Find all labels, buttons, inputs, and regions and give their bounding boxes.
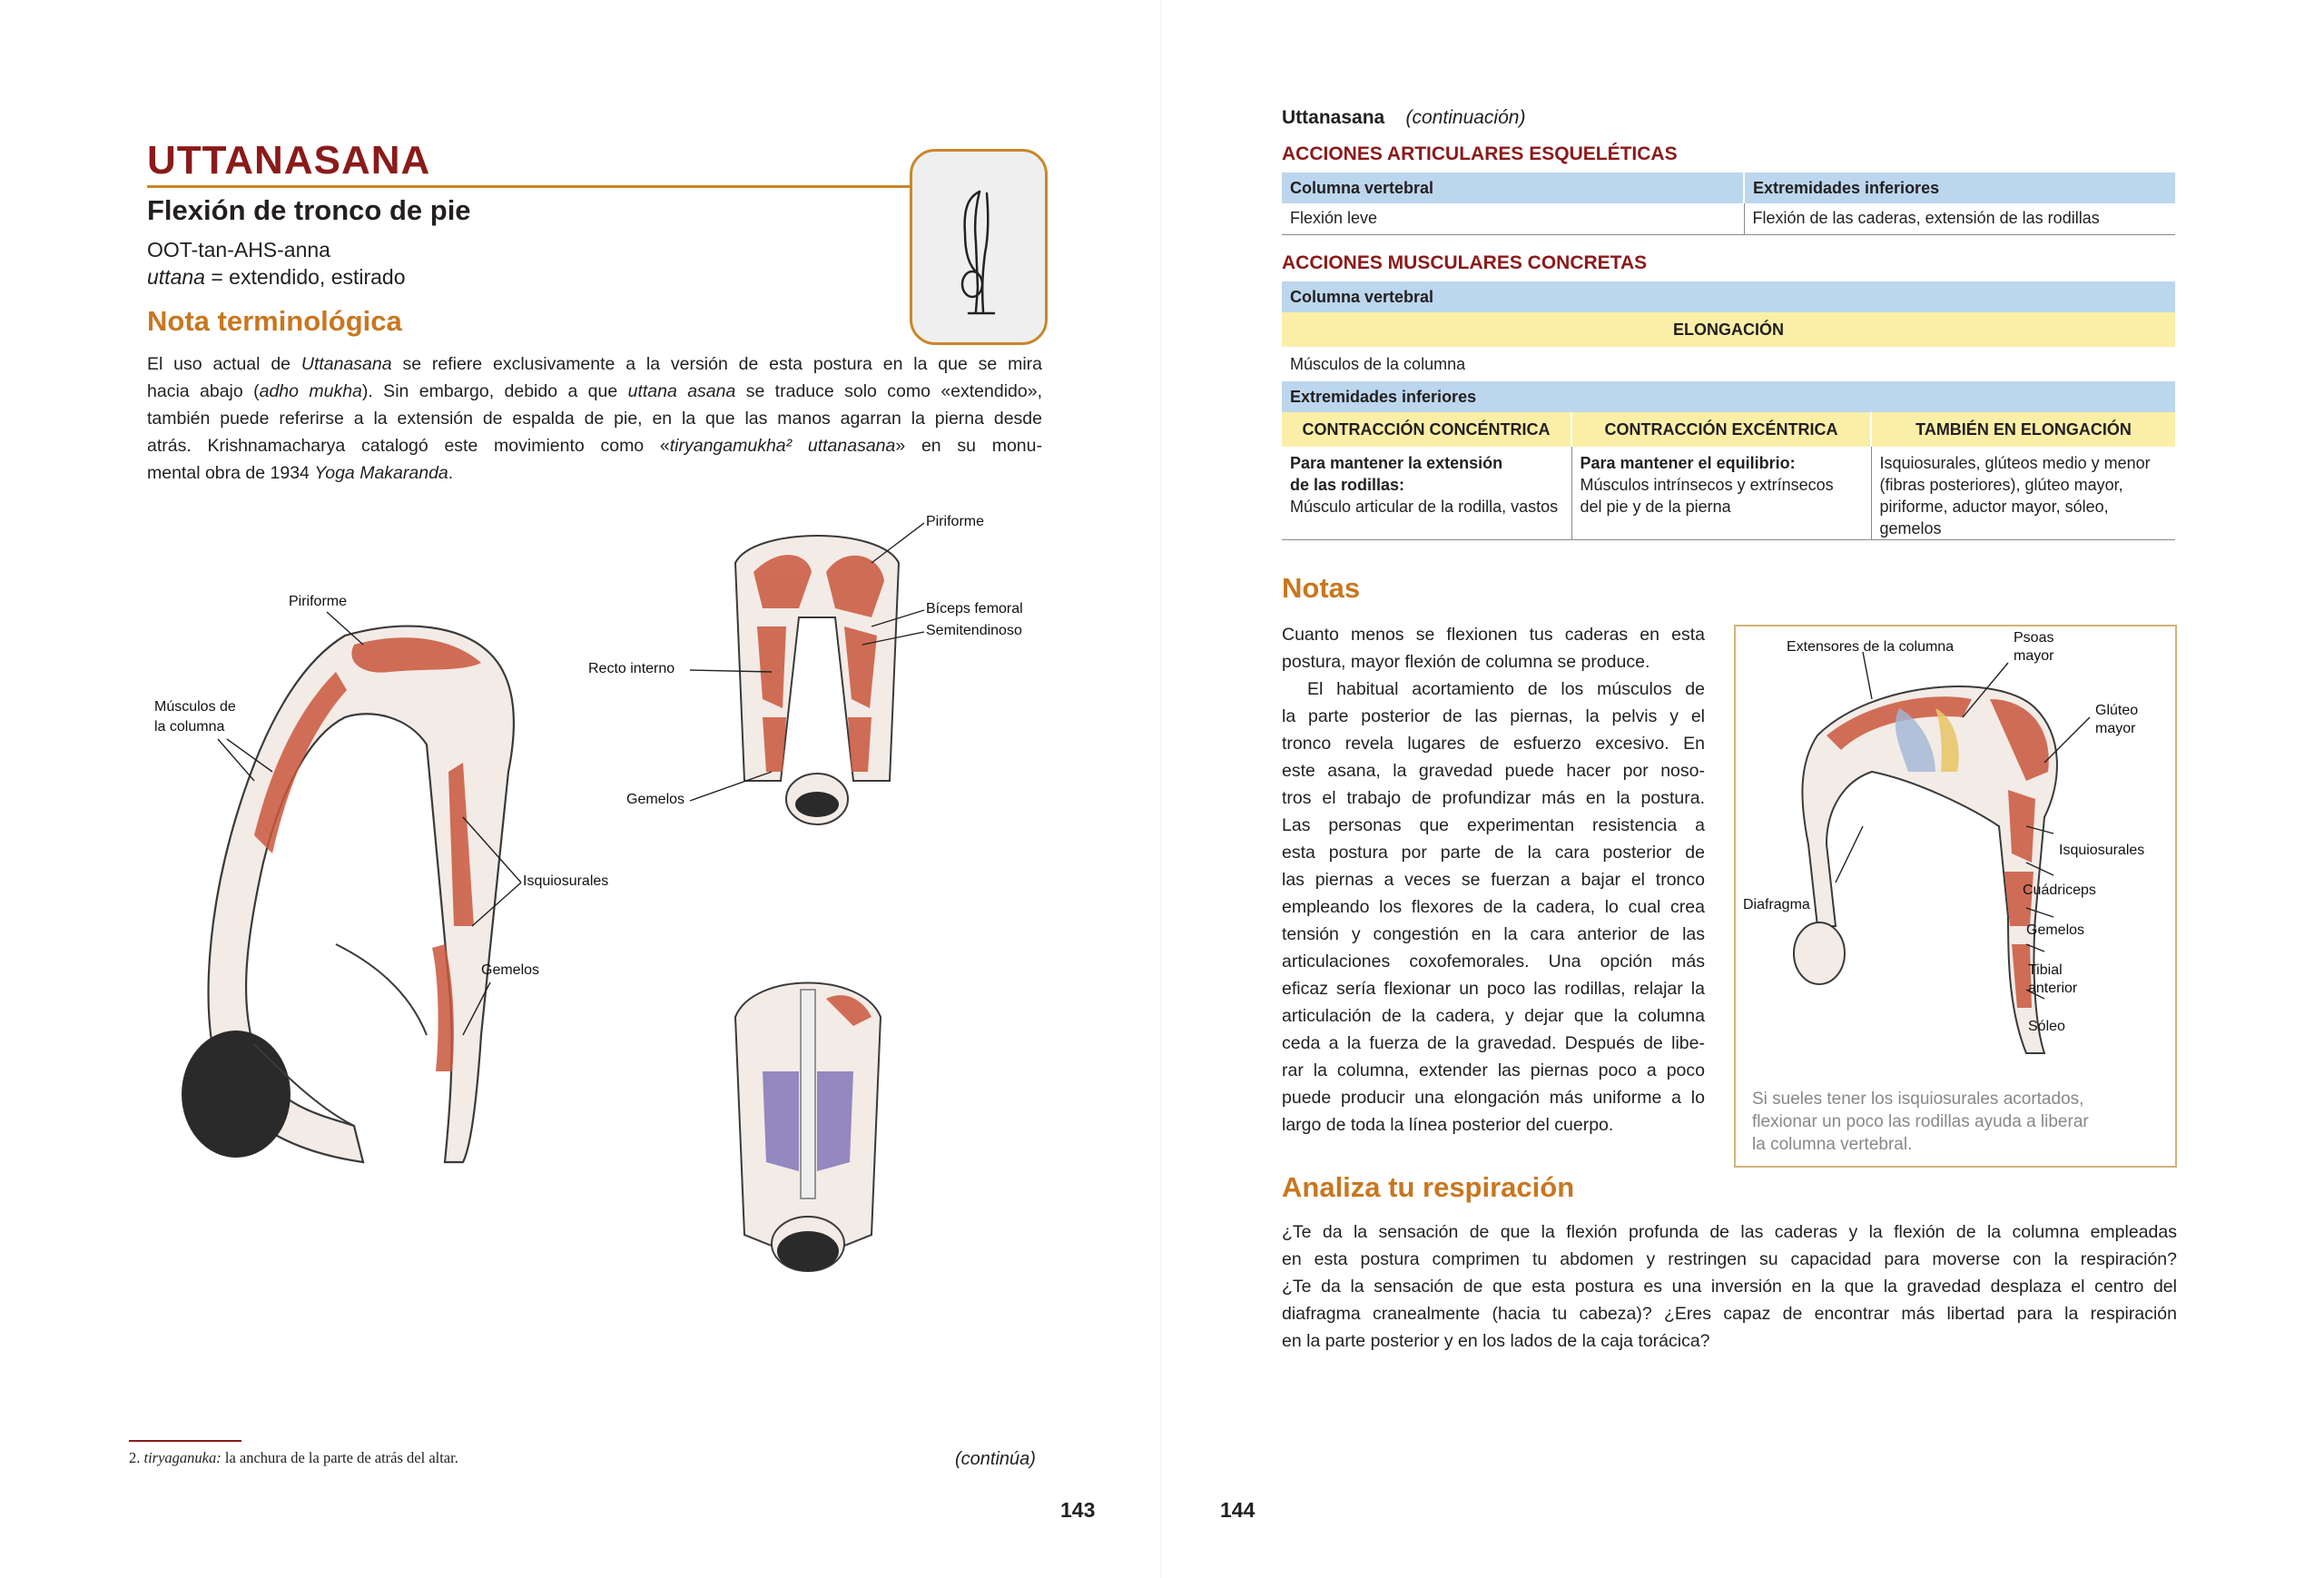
muscular-actions-table	[1282, 281, 2175, 540]
meaning-term: uttana	[147, 265, 205, 289]
header-title: Uttanasana	[1282, 107, 1385, 128]
concentric-head: CONTRACCIÓN CONCÉNTRICA	[1282, 412, 1571, 447]
label-extensores: Extensores de la columna	[1787, 639, 1955, 655]
breath-line: ¿Te da la sensación de que la flexión profunda de las caderas y la flexión de la columna empleadas	[1282, 1222, 2177, 1242]
footnote-number: 2.	[129, 1449, 141, 1466]
notes-line: tronco revela lugares de esfuerzo excesivo. En	[1282, 734, 1705, 754]
muscular-legs-head: Extremidades inferiores	[1282, 381, 2175, 412]
label-gluteo-2: mayor	[2095, 721, 2136, 736]
breath-paragraph	[1282, 1218, 2177, 1355]
notes-line: rar la columna, extender las piernas poco a poco	[1282, 1060, 1705, 1080]
label-piriforme-side: Piriforme	[289, 594, 348, 609]
label-musculos-columna-1: Músculos de	[154, 699, 236, 715]
label-isquiosurales-right: Isquiosurales	[2059, 843, 2145, 858]
skeletal-col1-value: Flexión leve	[1282, 203, 1744, 234]
notes-line: ceda a la fuerza de la gravedad. Después de libe-	[1282, 1033, 1705, 1053]
concentric-purpose-1: Para mantener la extensión	[1290, 454, 1503, 472]
muscular-spine-action: ELONGACIÓN	[1282, 312, 2175, 347]
notes-line: puede producir una elongación más uniforme a lo	[1282, 1088, 1705, 1108]
note-heading: Nota terminológica	[147, 305, 402, 337]
note-line: también puede referirse a la extensión de espalda de pie, en la que las manos agarran la pierna desde	[147, 409, 1042, 429]
label-gemelos-side: Gemelos	[481, 962, 540, 978]
concentric-muscles: Músculo articular de la rodilla, vastos	[1290, 498, 1559, 516]
pose-subtitle: Flexión de tronco de pie	[147, 194, 471, 226]
skeletal-heading: ACCIONES ARTICULARES ESQUELÉTICAS	[1282, 143, 1678, 164]
eccentric-muscles-2: del pie y de la pierna	[1580, 498, 1731, 516]
header-continuation: (continuación)	[1405, 107, 1526, 128]
breath-heading: Analiza tu respiración	[1282, 1171, 1575, 1203]
page-number-right: 144	[1220, 1498, 1256, 1522]
notes-line: las piernas a veces se fuerzan a bajar el tronco	[1282, 870, 1705, 890]
elongation-cell	[1871, 447, 2175, 540]
muscular-spine-head: Columna vertebral	[1282, 281, 2175, 312]
notes-line: El habitual acortamiento de los músculos de	[1307, 679, 1705, 699]
notes-line: Cuanto menos se flexionen tus caderas en esta	[1282, 625, 1705, 645]
label-psoas-1: Psoas	[2014, 630, 2054, 646]
notes-heading: Notas	[1282, 572, 1361, 604]
label-gemelos-right: Gemelos	[2026, 922, 2085, 938]
notes-line: Las personas que experimentan resistencia a	[1282, 815, 1705, 835]
elongation-muscles-3: piriforme, aductor mayor, sóleo, gemelos	[1879, 498, 2109, 538]
caption-line: Si sueles tener los isquiosurales acortados,	[1752, 1090, 2084, 1109]
breath-line: en la parte posterior y en los lados de la caja torácica?	[1282, 1331, 1710, 1351]
label-piriforme-back: Piriforme	[926, 514, 985, 529]
label-semitendinoso: Semitendinoso	[926, 623, 1022, 638]
breath-line: ¿Te da la sensación de que esta postura es una inversión en la que la gravedad desplaza el centro del	[1282, 1277, 2177, 1297]
note-line: hacia abajo (adho mukha). Sin embargo, debido a que uttana asana se traduce solo como «extendido»,	[147, 381, 1043, 401]
title-rule	[147, 185, 910, 188]
pose-title: UTTANASANA	[147, 138, 431, 182]
skeletal-col2-value: Flexión de las caderas, extensión de las rodillas	[1752, 209, 2100, 228]
posterior-legs-anatomy-figure	[699, 508, 935, 853]
page-number-left: 143	[1060, 1498, 1096, 1522]
label-soleo: Sóleo	[2028, 1019, 2065, 1034]
notes-line: la parte posterior de las piernas, la pelvis y el	[1282, 706, 1705, 726]
elongation-muscles-2: (fibras posteriores), glúteo mayor,	[1879, 476, 2123, 494]
footnote-rule	[129, 1440, 241, 1442]
skeletal-col2-head: Extremidades inferiores	[1744, 173, 2175, 203]
note-line: El uso actual de Uttanasana se refiere exclusivamente a la versión de esta postura en la que se mira	[147, 354, 1042, 374]
notes-line: tros el trabajo de profundizar más en la postura.	[1282, 788, 1705, 808]
notes-line: este asana, la gravedad puede hacer por noso-	[1282, 761, 1705, 781]
notes-line: eficaz sería flexionar un poco las rodillas, relajar la	[1282, 979, 1705, 999]
muscular-heading: ACCIONES MUSCULARES CONCRETAS	[1282, 252, 1648, 273]
label-gluteo-1: Glúteo	[2095, 703, 2139, 718]
label-biceps-femoral: Bíceps femoral	[926, 601, 1023, 616]
meaning	[147, 263, 406, 291]
concentric-cell	[1282, 447, 1571, 540]
breath-line: diafragma cranealmente (hacia tu cabeza)? ¿Eres capaz de encontrar más libertad para la respiración	[1282, 1304, 2177, 1324]
muscular-spine-value: Músculos de la columna	[1290, 354, 1466, 373]
running-header	[1282, 107, 1525, 129]
pose-icon-box	[910, 149, 1048, 345]
standing-forward-bend-icon	[912, 152, 1045, 342]
skeletal-actions-table	[1282, 173, 2175, 235]
note-line: mental obra de 1934 Yoga Makaranda.	[147, 463, 454, 483]
footnote	[129, 1449, 458, 1467]
footnote-term: tiryaganuka:	[143, 1449, 222, 1466]
notes-paragraph	[1282, 621, 1705, 1139]
pronunciation: OOT-tan-AHS-anna	[147, 238, 330, 261]
forward-bend-anatomy-figure-box	[1734, 625, 2177, 1168]
label-isquiosurales-side: Isquiosurales	[523, 873, 609, 889]
label-diafragma: Diafragma	[1743, 897, 1810, 912]
notes-line: esta postura por parte de la cara posterior de	[1282, 843, 1705, 863]
skeletal-col1-head: Columna vertebral	[1282, 173, 1744, 203]
label-psoas-2: mayor	[2014, 648, 2054, 664]
note-paragraph	[147, 350, 1042, 487]
spine-ribcage-anatomy-figure	[717, 962, 899, 1307]
elongation-muscles-1: Isquiosurales, glúteos medio y menor	[1879, 454, 2151, 472]
notes-line: largo de toda la línea posterior del cuerpo.	[1282, 1115, 1614, 1135]
elongation-head: TAMBIÉN EN ELONGACIÓN	[1871, 412, 2175, 447]
right-page	[1162, 0, 2324, 1578]
label-tibial-1: Tibial	[2028, 962, 2063, 978]
footnote-text: la anchura de la parte de atrás del altar.	[221, 1449, 458, 1466]
breath-line: en esta postura comprimen tu abdomen y restringen su capacidad para moverse con la respiración?	[1282, 1249, 2177, 1269]
notes-line: empleando los flexores de la cadera, lo cual crea	[1282, 897, 1705, 917]
label-gemelos-back: Gemelos	[626, 792, 685, 807]
note-line: atrás. Krishnamacharya catalogó este movimiento como «tiryangamukha² uttanasana» en su monu-	[147, 436, 1042, 456]
caption-line: la columna vertebral.	[1752, 1135, 1913, 1154]
label-cuadriceps: Cuádriceps	[2023, 883, 2096, 898]
caption-line: flexionar un poco las rodillas ayuda a liberar	[1752, 1112, 2089, 1131]
label-tibial-2: anterior	[2028, 981, 2078, 996]
concentric-purpose-2: de las rodillas:	[1290, 476, 1405, 494]
eccentric-cell	[1571, 447, 1871, 540]
eccentric-purpose: Para mantener el equilibrio:	[1580, 454, 1796, 472]
label-recto-interno: Recto interno	[588, 661, 675, 676]
notes-line: postura, mayor flexión de columna se produce.	[1282, 652, 1650, 672]
notes-line: articulación de la cadera, y dejar que la columna	[1282, 1006, 1705, 1026]
notes-line: articulaciones coxofemorales. Una opción más	[1282, 952, 1705, 971]
eccentric-muscles-1: Músculos intrínsecos y extrínsecos	[1580, 476, 1834, 494]
figure-caption	[1752, 1088, 2089, 1156]
eccentric-head: CONTRACCIÓN EXCÉNTRICA	[1571, 412, 1871, 447]
label-musculos-columna-2: la columna	[154, 719, 225, 735]
pronunciation-block	[147, 236, 406, 291]
notes-line: tensión y congestión en la cara anterior de las	[1282, 924, 1705, 944]
meaning-rest: = extendido, estirado	[204, 265, 406, 289]
continues-label: (continúa)	[955, 1449, 1036, 1469]
